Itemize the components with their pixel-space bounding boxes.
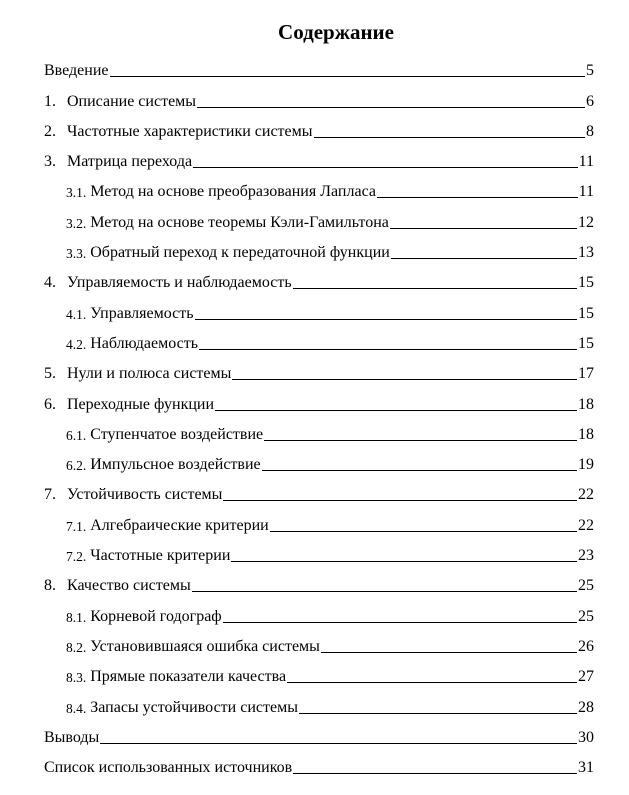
toc-entry-page: 6 xyxy=(586,92,594,110)
toc-entry-page: 23 xyxy=(578,547,594,565)
toc-leader-line xyxy=(314,136,585,138)
toc-entry-number: 8. xyxy=(44,577,56,595)
toc-entry-number: 7.2. xyxy=(66,549,87,565)
toc-entry[interactable] xyxy=(44,570,594,600)
toc-entry[interactable] xyxy=(44,722,594,752)
toc-leader-line xyxy=(110,75,586,77)
toc-entry-page: 18 xyxy=(578,395,594,413)
toc-entry-title: Устойчивость системы xyxy=(67,486,223,504)
toc-leader-line xyxy=(199,348,577,350)
toc-entry-page: 18 xyxy=(578,425,594,443)
toc-leader-line xyxy=(195,318,577,320)
toc-leader-line xyxy=(215,409,577,411)
toc-entry-title: Ступенчатое воздействие xyxy=(90,425,264,443)
toc-entry-title: Список использованных источников xyxy=(44,759,293,777)
toc-entry[interactable] xyxy=(44,55,594,85)
toc-entry-page: 26 xyxy=(578,637,594,655)
toc-entry[interactable] xyxy=(44,116,594,146)
toc-entry-number: 3.2. xyxy=(66,215,87,231)
toc-entry-title: Корневой годограф xyxy=(90,607,222,625)
toc-leader-line xyxy=(321,651,577,653)
toc-entry-page: 27 xyxy=(578,668,594,686)
toc-entry[interactable] xyxy=(44,419,594,449)
toc-entry-page: 25 xyxy=(578,577,594,595)
table-of-contents xyxy=(44,55,594,782)
toc-entry-title: Введение xyxy=(44,62,109,80)
toc-entry-title: Матрица перехода xyxy=(67,153,193,171)
toc-leader-line xyxy=(197,106,585,108)
toc-entry[interactable] xyxy=(44,237,594,267)
toc-entry[interactable] xyxy=(44,146,594,176)
toc-entry-page: 28 xyxy=(578,698,594,716)
toc-entry-number: 8.3. xyxy=(66,670,87,686)
toc-leader-line xyxy=(232,378,577,380)
toc-leader-line xyxy=(270,530,577,532)
toc-leader-line xyxy=(299,712,577,714)
toc-entry[interactable] xyxy=(44,85,594,115)
toc-entry-number: 6. xyxy=(44,395,56,413)
toc-entry-number: 1. xyxy=(44,92,56,110)
toc-leader-line xyxy=(377,196,578,198)
toc-entry-title: Переходные функции xyxy=(67,395,215,413)
toc-entry[interactable] xyxy=(44,600,594,630)
toc-entry-title: Метод на основе преобразования Лапласа xyxy=(90,183,376,201)
toc-leader-line xyxy=(231,560,577,562)
toc-entry[interactable] xyxy=(44,631,594,661)
toc-leader-line xyxy=(287,681,577,683)
toc-entry[interactable] xyxy=(44,297,594,327)
toc-entry-page: 22 xyxy=(578,486,594,504)
toc-entry-title: Управляемость xyxy=(90,304,194,322)
toc-entry-title: Обратный переход к передаточной функции xyxy=(90,244,390,262)
toc-entry-number: 8.4. xyxy=(66,700,87,716)
toc-entry-number: 8.1. xyxy=(66,609,87,625)
toc-entry-number: 8.2. xyxy=(66,639,87,655)
toc-entry-page: 15 xyxy=(578,274,594,292)
toc-entry-number: 3.3. xyxy=(66,246,87,262)
toc-entry-page: 25 xyxy=(578,607,594,625)
toc-leader-line xyxy=(264,439,577,441)
toc-leader-line xyxy=(223,621,577,623)
toc-entry-title: Выводы xyxy=(44,728,100,746)
toc-entry-number: 5. xyxy=(44,365,56,383)
toc-entry-title: Импульсное воздействие xyxy=(90,456,261,474)
toc-leader-line xyxy=(390,227,577,229)
toc-entry-title: Описание системы xyxy=(67,92,197,110)
page-title: Содержание xyxy=(278,20,394,44)
toc-entry-number: 4.1. xyxy=(66,306,87,322)
toc-entry-title: Запасы устойчивости системы xyxy=(90,698,298,716)
toc-entry-title: Алгебраические критерии xyxy=(90,516,269,534)
toc-leader-line xyxy=(192,590,577,592)
toc-entry[interactable] xyxy=(44,691,594,721)
toc-entry-number: 6.1. xyxy=(66,427,87,443)
toc-entry[interactable] xyxy=(44,661,594,691)
toc-entry[interactable] xyxy=(44,509,594,539)
toc-leader-line xyxy=(223,499,577,501)
toc-entry[interactable] xyxy=(44,449,594,479)
toc-entry-title: Прямые показатели качества xyxy=(90,668,287,686)
toc-entry-number: 3. xyxy=(44,153,56,171)
toc-entry-title: Установившаяся ошибка системы xyxy=(90,637,320,655)
toc-leader-line xyxy=(293,772,577,774)
toc-entry-number: 6.2. xyxy=(66,458,87,474)
toc-leader-line xyxy=(193,166,578,168)
toc-entry-page: 19 xyxy=(578,456,594,474)
toc-entry-page: 15 xyxy=(578,304,594,322)
toc-entry-title: Наблюдаемость xyxy=(90,334,199,352)
toc-entry-title: Частотные критерии xyxy=(90,547,231,565)
toc-entry-page: 12 xyxy=(578,213,594,231)
toc-entry-number: 7. xyxy=(44,486,56,504)
toc-entry-page: 11 xyxy=(578,153,594,171)
toc-entry-title: Управляемость и наблюдаемость xyxy=(67,274,292,292)
toc-leader-line xyxy=(293,287,577,289)
toc-entry-title: Метод на основе теоремы Кэли-Гамильтона xyxy=(90,213,389,231)
toc-entry[interactable] xyxy=(44,479,594,509)
toc-entry-title: Частотные характеристики системы xyxy=(67,122,313,140)
toc-entry[interactable] xyxy=(44,540,594,570)
toc-entry-page: 8 xyxy=(586,122,594,140)
toc-entry[interactable] xyxy=(44,752,594,782)
toc-entry-page: 13 xyxy=(578,244,594,262)
toc-entry-page: 17 xyxy=(578,365,594,383)
toc-entry-title: Нули и полюса системы xyxy=(67,365,232,383)
toc-leader-line xyxy=(262,469,577,471)
toc-entry-number: 7.1. xyxy=(66,518,87,534)
toc-entry[interactable] xyxy=(44,267,594,297)
toc-entry-number: 4.2. xyxy=(66,336,87,352)
toc-entry-number: 4. xyxy=(44,274,56,292)
toc-entry-page: 31 xyxy=(578,759,594,777)
toc-entry[interactable] xyxy=(44,328,594,358)
toc-entry-page: 5 xyxy=(586,62,594,80)
toc-entry[interactable] xyxy=(44,388,594,418)
toc-entry-page: 30 xyxy=(578,728,594,746)
toc-entry-title: Качество системы xyxy=(67,577,191,595)
toc-entry-number: 2. xyxy=(44,122,56,140)
toc-entry-number: 3.1. xyxy=(66,185,87,201)
toc-entry[interactable] xyxy=(44,176,594,206)
toc-leader-line xyxy=(391,257,577,259)
toc-entry[interactable] xyxy=(44,358,594,388)
toc-entry-page: 22 xyxy=(578,516,594,534)
toc-entry-page: 15 xyxy=(578,334,594,352)
toc-entry-page: 11 xyxy=(578,183,594,201)
toc-entry[interactable] xyxy=(44,206,594,236)
toc-leader-line xyxy=(100,742,577,744)
